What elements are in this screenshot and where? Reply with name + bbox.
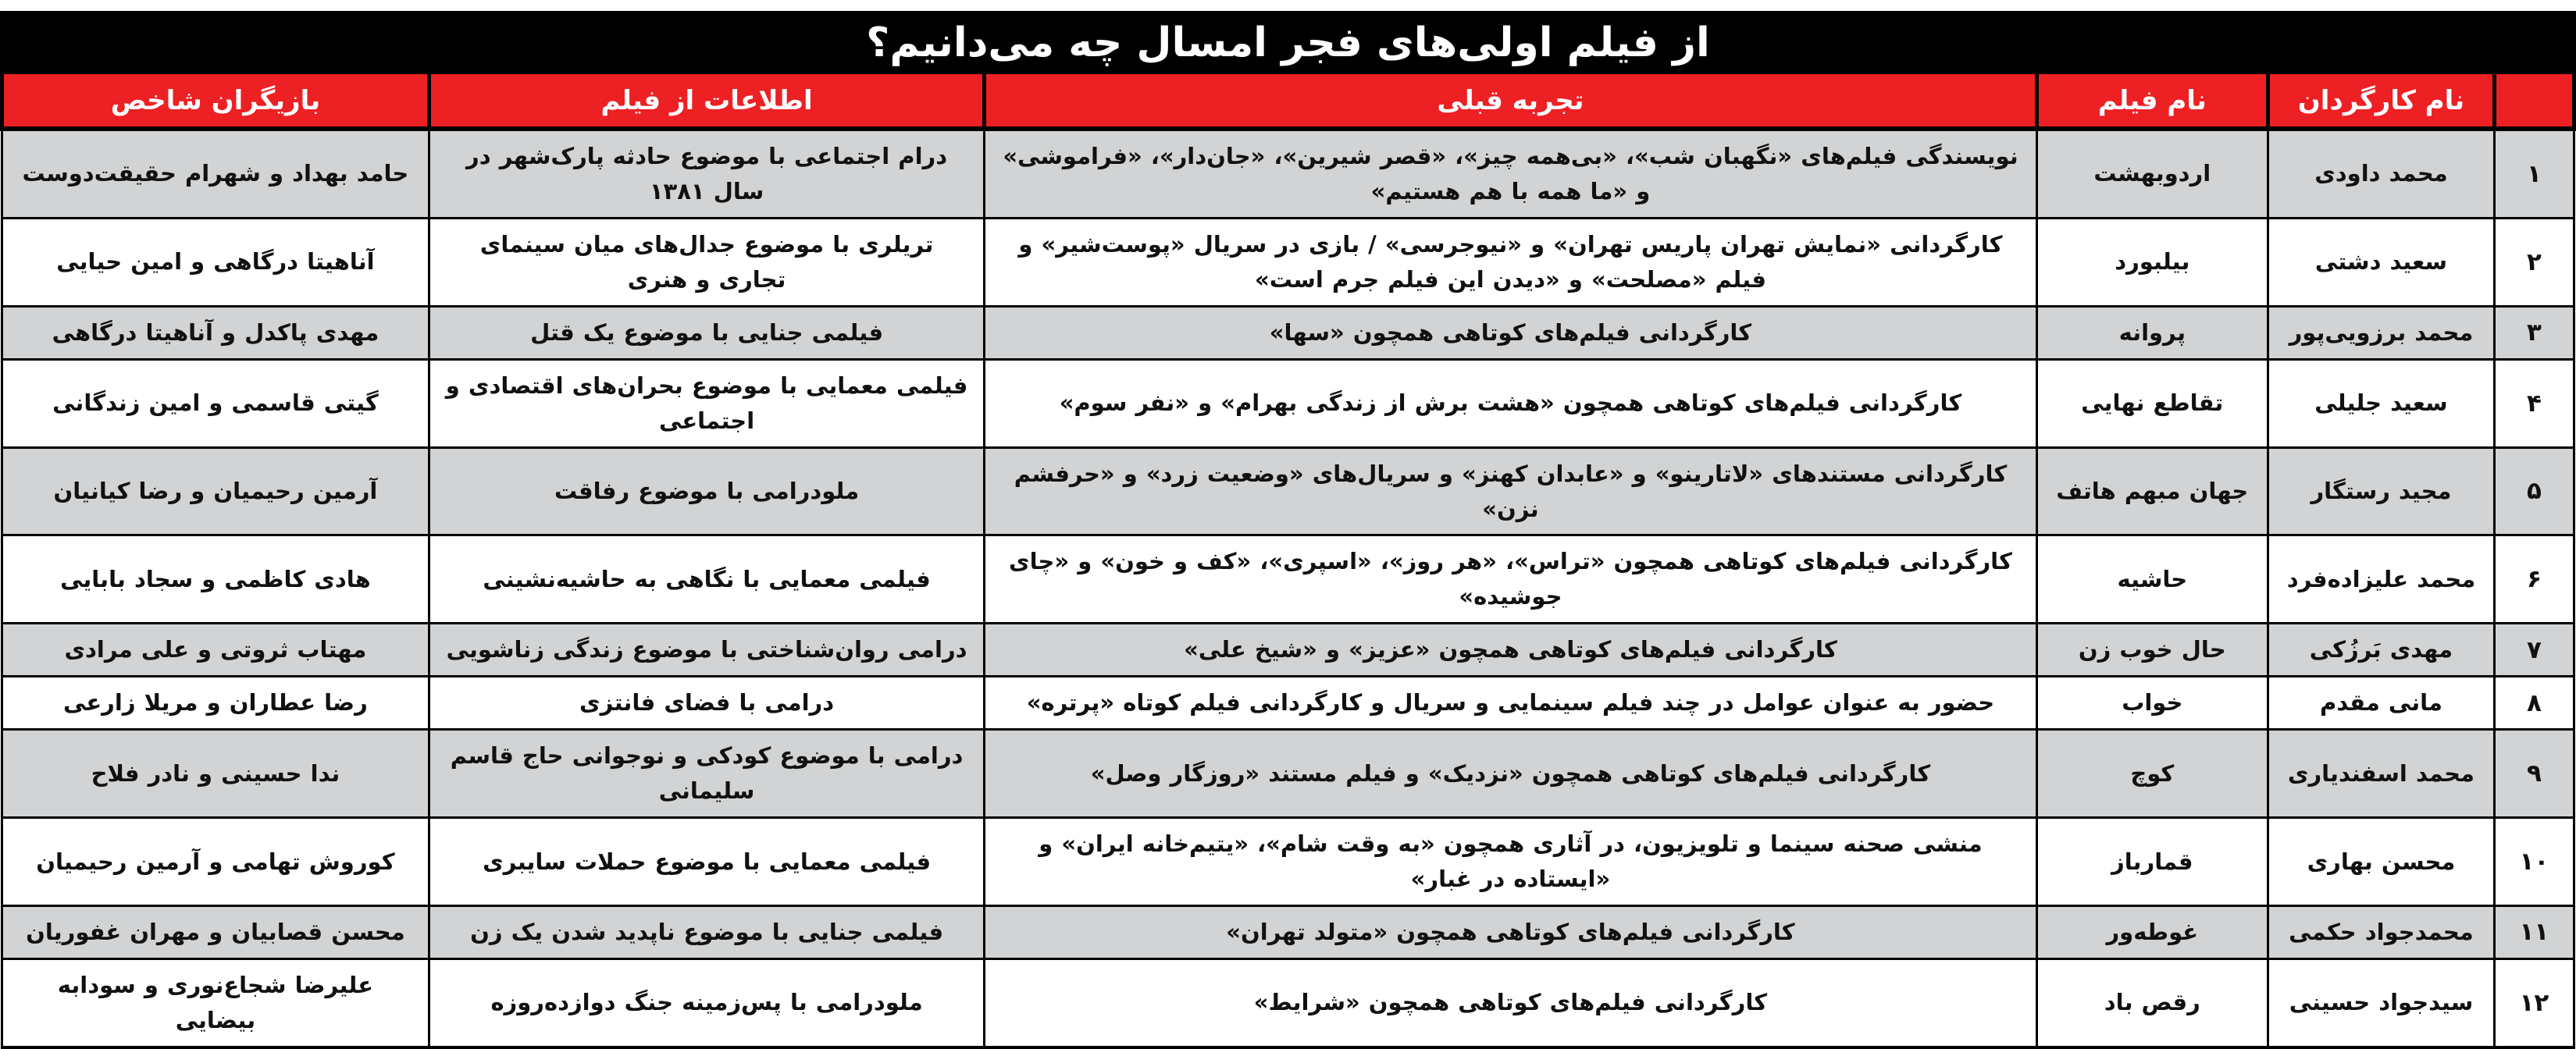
cell-info: فیلمی معمایی با موضوع حملات سایبری xyxy=(429,818,985,906)
cell-director: مجید رستگار xyxy=(2268,447,2495,535)
column-header-film: نام فیلم xyxy=(2036,74,2268,129)
cell-index: ۷ xyxy=(2494,624,2574,677)
cell-experience: کارگردانی فیلم‌های کوتاهی همچون «سها» xyxy=(985,306,2036,359)
cell-info: فیلمی جنایی با موضوع یک قتل xyxy=(429,306,985,359)
top-margin-strip xyxy=(0,0,2576,11)
cell-director: سیدجواد حسینی xyxy=(2268,958,2495,1047)
cell-experience: کارگردانی فیلم‌های کوتاهی همچون «تراس»، «هر روز»، «اسپری»، «کف و خون» و «چای جوشیده» xyxy=(985,535,2036,624)
header-row xyxy=(2,74,2574,129)
cell-actors: مهتاب ثروتی و علی مرادی xyxy=(2,624,429,677)
cell-index: ۵ xyxy=(2494,447,2574,535)
cell-film: خواب xyxy=(2036,677,2268,730)
cell-director: محمد اسفندیاری xyxy=(2268,730,2495,818)
cell-experience: کارگردانی مستندهای «لاتارینو» و «عابدان کهنز» و سریال‌های «وضعیت زرد» و «حرفشم نزن» xyxy=(985,447,2036,535)
table-row xyxy=(2,447,2574,535)
cell-film: غوطه‌ور xyxy=(2036,905,2268,958)
cell-director: محمدجواد حکمی xyxy=(2268,905,2495,958)
table-row xyxy=(2,624,2574,677)
table-header xyxy=(2,74,2574,129)
cell-actors: رضا عطاران و مریلا زارعی xyxy=(2,677,429,730)
table-row xyxy=(2,730,2574,818)
cell-film: رقص باد xyxy=(2036,958,2268,1047)
cell-film: حاشیه xyxy=(2036,535,2268,624)
cell-experience: منشی صحنه سینما و تلویزیون، در آثاری همچون «به وقت شام»، «یتیم‌خانه ایران» و «ایستاده در غبار» xyxy=(985,818,2036,906)
cell-film: قمارباز xyxy=(2036,818,2268,906)
cell-actors: محسن قصابیان و مهران غفوریان xyxy=(2,905,429,958)
table-row xyxy=(2,359,2574,447)
table-row xyxy=(2,818,2574,906)
cell-experience: کارگردانی فیلم‌های کوتاهی همچون «متولد تهران» xyxy=(985,905,2036,958)
column-header-info: اطلاعات از فیلم xyxy=(429,74,985,129)
cell-actors: مهدی پاکدل و آناهیتا درگاهی xyxy=(2,306,429,359)
cell-director: مهدی بَرزُکی xyxy=(2268,624,2495,677)
table-row xyxy=(2,905,2574,958)
cell-info: درامی روان‌شناختی با موضوع زندگی زناشویی xyxy=(429,624,985,677)
cell-index: ۸ xyxy=(2494,677,2574,730)
cell-director: سعید دشتی xyxy=(2268,218,2495,306)
title-bar xyxy=(0,11,2576,74)
cell-director: محسن بهاری xyxy=(2268,818,2495,906)
cell-experience: کارگردانی فیلم‌های کوتاهی همچون «شرایط» xyxy=(985,958,2036,1047)
cell-index: ۱۱ xyxy=(2494,905,2574,958)
cell-actors: گیتی قاسمی و امین زندگانی xyxy=(2,359,429,447)
cell-film: اردوبهشت xyxy=(2036,129,2268,218)
cell-index: ۱ xyxy=(2494,129,2574,218)
cell-info: فیلمی جنایی با موضوع ناپدید شدن یک زن xyxy=(429,905,985,958)
cell-film: بیلبورد xyxy=(2036,218,2268,306)
cell-index: ۶ xyxy=(2494,535,2574,624)
cell-index: ۱۲ xyxy=(2494,958,2574,1047)
cell-experience: کارگردانی فیلم‌های کوتاهی همچون «عزیز» و «شیخ علی» xyxy=(985,624,2036,677)
cell-director: محمد برزویی‌پور xyxy=(2268,306,2495,359)
cell-info: ملودرامی با پس‌زمینه جنگ دوازده‌روزه xyxy=(429,958,985,1047)
cell-experience: حضور به عنوان عوامل در چند فیلم سینمایی و سریال و کارگردانی فیلم کوتاه «پرتره» xyxy=(985,677,2036,730)
cell-director: سعید جلیلی xyxy=(2268,359,2495,447)
cell-experience: کارگردانی فیلم‌های کوتاهی همچون «نزدیک» و فیلم مستند «روزگار وصل» xyxy=(985,730,2036,818)
table-body xyxy=(2,129,2574,1047)
cell-info: ملودرامی با موضوع رفاقت xyxy=(429,447,985,535)
fajr-first-films-table xyxy=(0,74,2576,1049)
cell-experience: نویسندگی فیلم‌های «نگهبان شب»، «بی‌همه چیز»، «قصر شیرین»، «جان‌دار»، «فراموشی» و «ما همه با هم هستیم» xyxy=(985,129,2036,218)
cell-film: جهان مبهم هاتف xyxy=(2036,447,2268,535)
column-header-director: نام کارگردان xyxy=(2268,74,2495,129)
cell-info: فیلمی معمایی با نگاهی به حاشیه‌نشینی xyxy=(429,535,985,624)
cell-experience: کارگردانی «نمایش تهران پاریس تهران» و «نیوجرسی» / بازی در سریال «پوست‌شیر» و فیلم «مصلحت» و «دیدن این فیلم جرم است» xyxy=(985,218,2036,306)
column-header-experience: تجربه قبلی xyxy=(985,74,2036,129)
cell-film: پروانه xyxy=(2036,306,2268,359)
cell-info: فیلمی معمایی با موضوع بحران‌های اقتصادی و اجتماعی xyxy=(429,359,985,447)
cell-info: درامی با موضوع کودکی و نوجوانی حاج قاسم سلیمانی xyxy=(429,730,985,818)
cell-film: تقاطع نهایی xyxy=(2036,359,2268,447)
cell-experience: کارگردانی فیلم‌های کوتاهی همچون «هشت برش از زندگی بهرام» و «نفر سوم» xyxy=(985,359,2036,447)
column-header-index xyxy=(2494,74,2574,129)
cell-index: ۴ xyxy=(2494,359,2574,447)
cell-index: ۳ xyxy=(2494,306,2574,359)
cell-actors: علیرضا شجاع‌نوری و سودابه بیضایی xyxy=(2,958,429,1047)
cell-actors: آناهیتا درگاهی و امین حیایی xyxy=(2,218,429,306)
table-row xyxy=(2,306,2574,359)
cell-actors: کوروش تهامی و آرمین رحیمیان xyxy=(2,818,429,906)
cell-index: ۲ xyxy=(2494,218,2574,306)
cell-director: مانی مقدم xyxy=(2268,677,2495,730)
table-row xyxy=(2,129,2574,218)
page-title: از فیلم اولی‌های فجر امسال چه می‌دانیم؟ xyxy=(866,19,1710,66)
table-row xyxy=(2,677,2574,730)
cell-index: ۹ xyxy=(2494,730,2574,818)
table-row xyxy=(2,958,2574,1047)
cell-film: حال خوب زن xyxy=(2036,624,2268,677)
cell-actors: حامد بهداد و شهرام حقیقت‌دوست xyxy=(2,129,429,218)
cell-director: محمد داودی xyxy=(2268,129,2495,218)
cell-info: درام اجتماعی با موضوع حادثه پارک‌شهر در سال ۱۳۸۱ xyxy=(429,129,985,218)
table-row xyxy=(2,535,2574,624)
cell-actors: ندا حسینی و نادر فلاح xyxy=(2,730,429,818)
table-row xyxy=(2,218,2574,306)
cell-director: محمد علیزاده‌فرد xyxy=(2268,535,2495,624)
cell-info: تریلری با موضوع جدال‌های میان سینمای تجاری و هنری xyxy=(429,218,985,306)
cell-actors: هادی کاظمی و سجاد بابایی xyxy=(2,535,429,624)
cell-info: درامی با فضای فانتزی xyxy=(429,677,985,730)
column-header-actors: بازیگران شاخص xyxy=(2,74,429,129)
cell-actors: آرمین رحیمیان و رضا کیانیان xyxy=(2,447,429,535)
cell-index: ۱۰ xyxy=(2494,818,2574,906)
cell-film: کوچ xyxy=(2036,730,2268,818)
